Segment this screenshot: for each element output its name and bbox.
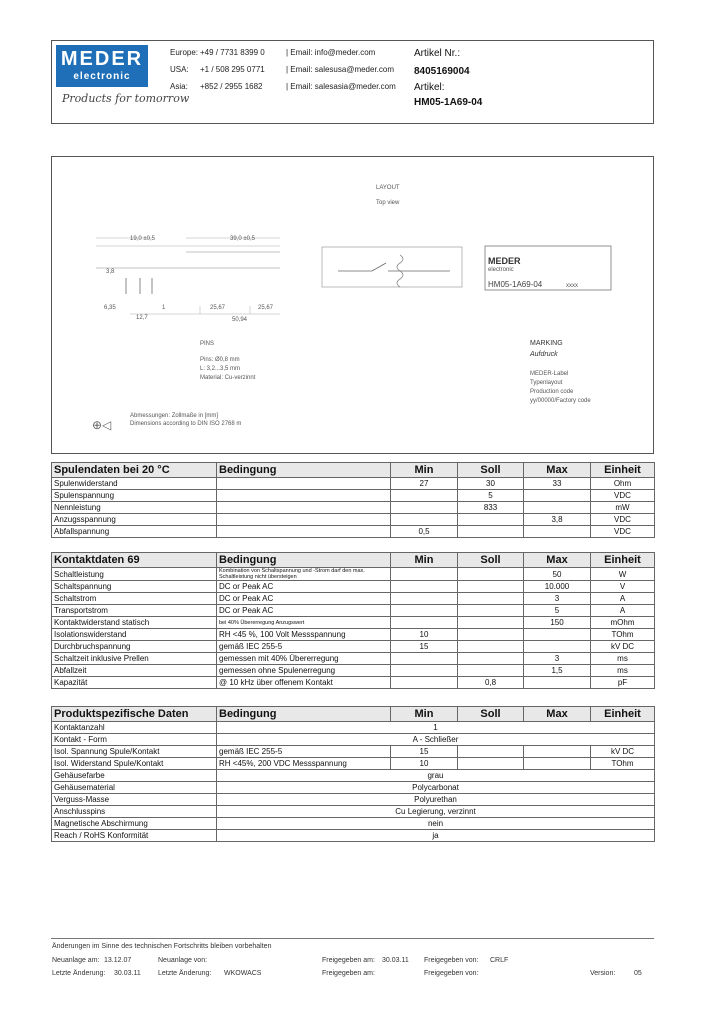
product-header-max: Max (524, 707, 591, 722)
cell: 3 (524, 593, 591, 605)
cell: 33 (524, 478, 591, 490)
table-row (52, 806, 655, 818)
cell (524, 526, 591, 538)
table-row (52, 677, 655, 689)
cell: A - Schließer (217, 734, 655, 746)
cell: RH <45%, 200 VDC Messspannung (217, 758, 391, 770)
dimension-drawing (90, 228, 290, 328)
cell (458, 629, 524, 641)
cell: DC or Peak AC (217, 605, 391, 617)
cell: Kapazität (52, 677, 217, 689)
neuanlage-von-label: Neuanlage von: (158, 957, 208, 964)
table-row (52, 653, 655, 665)
cell: ja (217, 830, 655, 842)
cell (524, 677, 591, 689)
cell (391, 581, 458, 593)
cell (391, 677, 458, 689)
coil-header-condition: Bedingung (217, 463, 391, 478)
cell: Abfallzeit (52, 665, 217, 677)
artikel-nr-label: Artikel Nr.: (414, 48, 461, 59)
contact-europe-email: | Email: info@meder.com (286, 48, 376, 57)
table-row (52, 770, 655, 782)
cell: 0,5 (391, 526, 458, 538)
cell: ms (591, 665, 655, 677)
cell: 27 (391, 478, 458, 490)
table-row (52, 605, 655, 617)
cell (391, 593, 458, 605)
cell: Durchbruchspannung (52, 641, 217, 653)
cell: Spulenwiderstand (52, 478, 217, 490)
version-label: Version: (590, 970, 616, 977)
contact-usa-region: USA: (170, 65, 189, 74)
cell: kV DC (591, 641, 655, 653)
label-extra: xxxx (566, 283, 578, 289)
coil-header-min: Min (391, 463, 458, 478)
dim-a: 6,35 (104, 305, 116, 311)
cell: DC or Peak AC (217, 593, 391, 605)
table-row (52, 478, 655, 490)
product-data-table (51, 706, 655, 842)
contact-header-unit: Einheit (591, 553, 655, 568)
cell: Transportstrom (52, 605, 217, 617)
cell (391, 568, 458, 581)
cell: nein (217, 818, 655, 830)
dim-b: 12,7 (136, 315, 148, 321)
cell (458, 758, 524, 770)
letzte-von-label: Letzte Änderung: (158, 970, 212, 977)
cell: ms (591, 653, 655, 665)
marking-line-1: MEDER-Label (530, 371, 569, 377)
pins-line-3: Material: Cu-verzinnt (200, 375, 256, 381)
cell: Polycarbonat (217, 782, 655, 794)
freigegeben-von: CRLF (490, 957, 509, 964)
table-header-row (52, 707, 655, 722)
cell: Nennleistung (52, 502, 217, 514)
product-header-nominal: Soll (458, 707, 524, 722)
cell: Ohm (591, 478, 655, 490)
layout-subtitle: Top view (376, 200, 400, 206)
cell: TOhm (591, 758, 655, 770)
cell (458, 665, 524, 677)
footer-divider (51, 938, 654, 939)
cell: bei 40% Übererregung Anzugswert (217, 617, 391, 629)
cell: 0,8 (458, 677, 524, 689)
cell: Anzugsspannung (52, 514, 217, 526)
coil-header-max: Max (524, 463, 591, 478)
table-row (52, 830, 655, 842)
cell (458, 581, 524, 593)
cell (391, 665, 458, 677)
cell (217, 526, 391, 538)
cell: Schaltleistung (52, 568, 217, 581)
schematic-symbol (320, 245, 465, 290)
coil-header-nominal: Soll (458, 463, 524, 478)
pins-line-1: Pins: Ø0,8 mm (200, 357, 240, 363)
dim-note-1: Abmessungen: Zollmaße in [mm] (130, 413, 219, 419)
cell: gemessen ohne Spulenerregung (217, 665, 391, 677)
contact-usa-phone: +1 / 508 295 0771 (200, 65, 265, 74)
cell: Kontaktwiderstand statisch (52, 617, 217, 629)
table-row (52, 641, 655, 653)
label-part: HM05-1A69-04 (488, 280, 543, 289)
cell: 50 (524, 568, 591, 581)
table-row (52, 490, 655, 502)
cell: pF (591, 677, 655, 689)
dim-top-left: 19,0 ±0,5 (130, 236, 155, 242)
dim-d: 25,67 (210, 305, 226, 311)
cell: Cu Legierung, verzinnt (217, 806, 655, 818)
cell (524, 641, 591, 653)
marking-subtitle: Aufdruck (530, 351, 558, 358)
cell: 15 (391, 641, 458, 653)
coil-data-table (51, 462, 655, 538)
cell: Schaltzeit inklusive Prellen (52, 653, 217, 665)
cell: RH <45 %, 100 Volt Messspannung (217, 629, 391, 641)
contact-header-max: Max (524, 553, 591, 568)
table-row (52, 746, 655, 758)
cell: Kontakt - Form (52, 734, 217, 746)
cell: mW (591, 502, 655, 514)
cell: gemäß IEC 255-5 (217, 641, 391, 653)
cell: 5 (458, 490, 524, 502)
contact-header-condition: Bedingung (217, 553, 391, 568)
cell (458, 746, 524, 758)
cell (524, 502, 591, 514)
cell (391, 490, 458, 502)
cell (217, 478, 391, 490)
meder-logo (56, 45, 148, 87)
cell: 150 (524, 617, 591, 629)
label-brand: MEDER (488, 256, 521, 266)
cell: Kombination von Schaltspannung und -Strom darf den max. Schaltleistung nicht übersteigen (217, 568, 391, 581)
contact-header-title: Kontaktdaten 69 (52, 553, 217, 568)
version-value: 05 (634, 970, 642, 977)
cell: Polyurethan (217, 794, 655, 806)
cell: grau (217, 770, 655, 782)
cell: Verguss-Masse (52, 794, 217, 806)
cell (217, 514, 391, 526)
cell (391, 653, 458, 665)
cell: Isol. Widerstand Spule/Kontakt (52, 758, 217, 770)
artikel-value: HM05-1A69-04 (414, 97, 483, 108)
dim-f: 50,94 (232, 317, 248, 323)
table-row (52, 758, 655, 770)
cell: Spulenspannung (52, 490, 217, 502)
cell: 10.000 (524, 581, 591, 593)
contact-data-table (51, 552, 655, 689)
contact-header-min: Min (391, 553, 458, 568)
cell: VDC (591, 526, 655, 538)
marking-line-3: Production code (530, 389, 574, 395)
cell (458, 568, 524, 581)
pins-title: PINS (200, 341, 215, 347)
cell (391, 514, 458, 526)
product-header-title: Produktspezifische Daten (52, 707, 217, 722)
contact-europe-region: Europe: (170, 48, 199, 57)
cell: DC or Peak AC (217, 581, 391, 593)
cell: Gehäusematerial (52, 782, 217, 794)
freigegeben-date: 30.03.11 (382, 957, 409, 964)
table-row (52, 782, 655, 794)
table-row (52, 818, 655, 830)
dim-e: 25,67 (258, 305, 274, 311)
marking-title: MARKING (530, 340, 563, 347)
cell (524, 758, 591, 770)
cell (458, 653, 524, 665)
cell: Kontaktanzahl (52, 722, 217, 734)
table-header-row (52, 553, 655, 568)
freigegeben2-label: Freigegeben am: (322, 970, 375, 977)
layout-title: LAYOUT (376, 185, 400, 191)
footer-note: Änderungen im Sinne des technischen Fortschritts bleiben vorbehalten (52, 943, 272, 950)
dim-c: 1 (162, 305, 166, 311)
cell: Reach / RoHS Konformität (52, 830, 217, 842)
cell: gemäß IEC 255-5 (217, 746, 391, 758)
table-row (52, 514, 655, 526)
contact-header-nominal: Soll (458, 553, 524, 568)
cell (458, 514, 524, 526)
cell: kV DC (591, 746, 655, 758)
contact-europe-phone: +49 / 7731 8399 0 (200, 48, 265, 57)
cell: VDC (591, 514, 655, 526)
cell: 10 (391, 629, 458, 641)
pins-line-2: L: 3,2...3,5 mm (200, 366, 241, 372)
contact-asia-region: Asia: (170, 82, 188, 91)
table-row (52, 526, 655, 538)
table-row (52, 581, 655, 593)
cell: A (591, 593, 655, 605)
cell: Anschlusspins (52, 806, 217, 818)
cell (524, 746, 591, 758)
letzte-label: Letzte Änderung: (52, 970, 106, 977)
cell: 833 (458, 502, 524, 514)
dim-note-2: Dimensions according to DIN ISO 2768 m (130, 421, 242, 427)
letzte-von: WKOWACS (224, 970, 262, 977)
cell: @ 10 kHz über offenem Kontakt (217, 677, 391, 689)
cell: A (591, 605, 655, 617)
table-row (52, 593, 655, 605)
cell: Schaltspannung (52, 581, 217, 593)
marking-line-2: Typenlayout (530, 380, 563, 386)
cell: 10 (391, 758, 458, 770)
cell (391, 617, 458, 629)
artikel-nr-value: 8405169004 (414, 66, 470, 77)
logo-subtext: electronic (73, 71, 131, 82)
cell: Schaltstrom (52, 593, 217, 605)
cell: 30 (458, 478, 524, 490)
cell: 5 (524, 605, 591, 617)
cell: 3 (524, 653, 591, 665)
cell (458, 617, 524, 629)
label-brand-sub: electronic (488, 267, 514, 273)
freigegeben-von-label: Freigegeben von: (424, 957, 479, 964)
cell: 1 (217, 722, 655, 734)
cell: 3,8 (524, 514, 591, 526)
table-row (52, 665, 655, 677)
cell: Abfallspannung (52, 526, 217, 538)
table-row (52, 629, 655, 641)
contact-asia-phone: +852 / 2955 1682 (200, 82, 263, 91)
table-row (52, 617, 655, 629)
cell (458, 641, 524, 653)
table-header-row (52, 463, 655, 478)
cell (391, 502, 458, 514)
cell: mOhm (591, 617, 655, 629)
table-row (52, 734, 655, 746)
cell: Isolationswiderstand (52, 629, 217, 641)
cell (524, 490, 591, 502)
dim-top-mid: 39,0 ±0,5 (230, 236, 255, 242)
cell: gemessen mit 40% Übererregung (217, 653, 391, 665)
product-header-condition: Bedingung (217, 707, 391, 722)
cell (458, 605, 524, 617)
slogan: Products for tomorrow (62, 92, 190, 105)
cell (217, 502, 391, 514)
cell (458, 593, 524, 605)
cell (458, 526, 524, 538)
table-row (52, 794, 655, 806)
contact-asia-email: | Email: salesasia@meder.com (286, 82, 396, 91)
cell: TOhm (591, 629, 655, 641)
cell: W (591, 568, 655, 581)
cell: V (591, 581, 655, 593)
cell: Isol. Spannung Spule/Kontakt (52, 746, 217, 758)
product-header-min: Min (391, 707, 458, 722)
freigegeben2-von-label: Freigegeben von: (424, 970, 479, 977)
table-row (52, 722, 655, 734)
cell: Magnetische Abschirmung (52, 818, 217, 830)
marking-line-4: yy/00000/Factory code (530, 398, 591, 404)
neuanlage-label: Neuanlage am: (52, 957, 100, 964)
projection-symbol-icon: ⊕◁ (92, 418, 112, 432)
cell (217, 490, 391, 502)
cell: 15 (391, 746, 458, 758)
cell: VDC (591, 490, 655, 502)
cell: 1,5 (524, 665, 591, 677)
artikel-label: Artikel: (414, 82, 445, 93)
cell: Gehäusefarbe (52, 770, 217, 782)
neuanlage-date: 13.12.07 (104, 957, 132, 964)
table-row (52, 502, 655, 514)
logo-text: MEDER (60, 48, 144, 70)
dim-side: 3,8 (106, 269, 115, 275)
contact-usa-email: | Email: salesusa@meder.com (286, 65, 395, 74)
coil-header-unit: Einheit (591, 463, 655, 478)
table-row (52, 568, 655, 581)
cell (524, 629, 591, 641)
coil-header-title: Spulendaten bei 20 °C (52, 463, 217, 478)
product-header-unit: Einheit (591, 707, 655, 722)
cell (391, 605, 458, 617)
letzte-date: 30.03.11 (114, 970, 141, 977)
freigegeben-label: Freigegeben am: (322, 957, 375, 964)
